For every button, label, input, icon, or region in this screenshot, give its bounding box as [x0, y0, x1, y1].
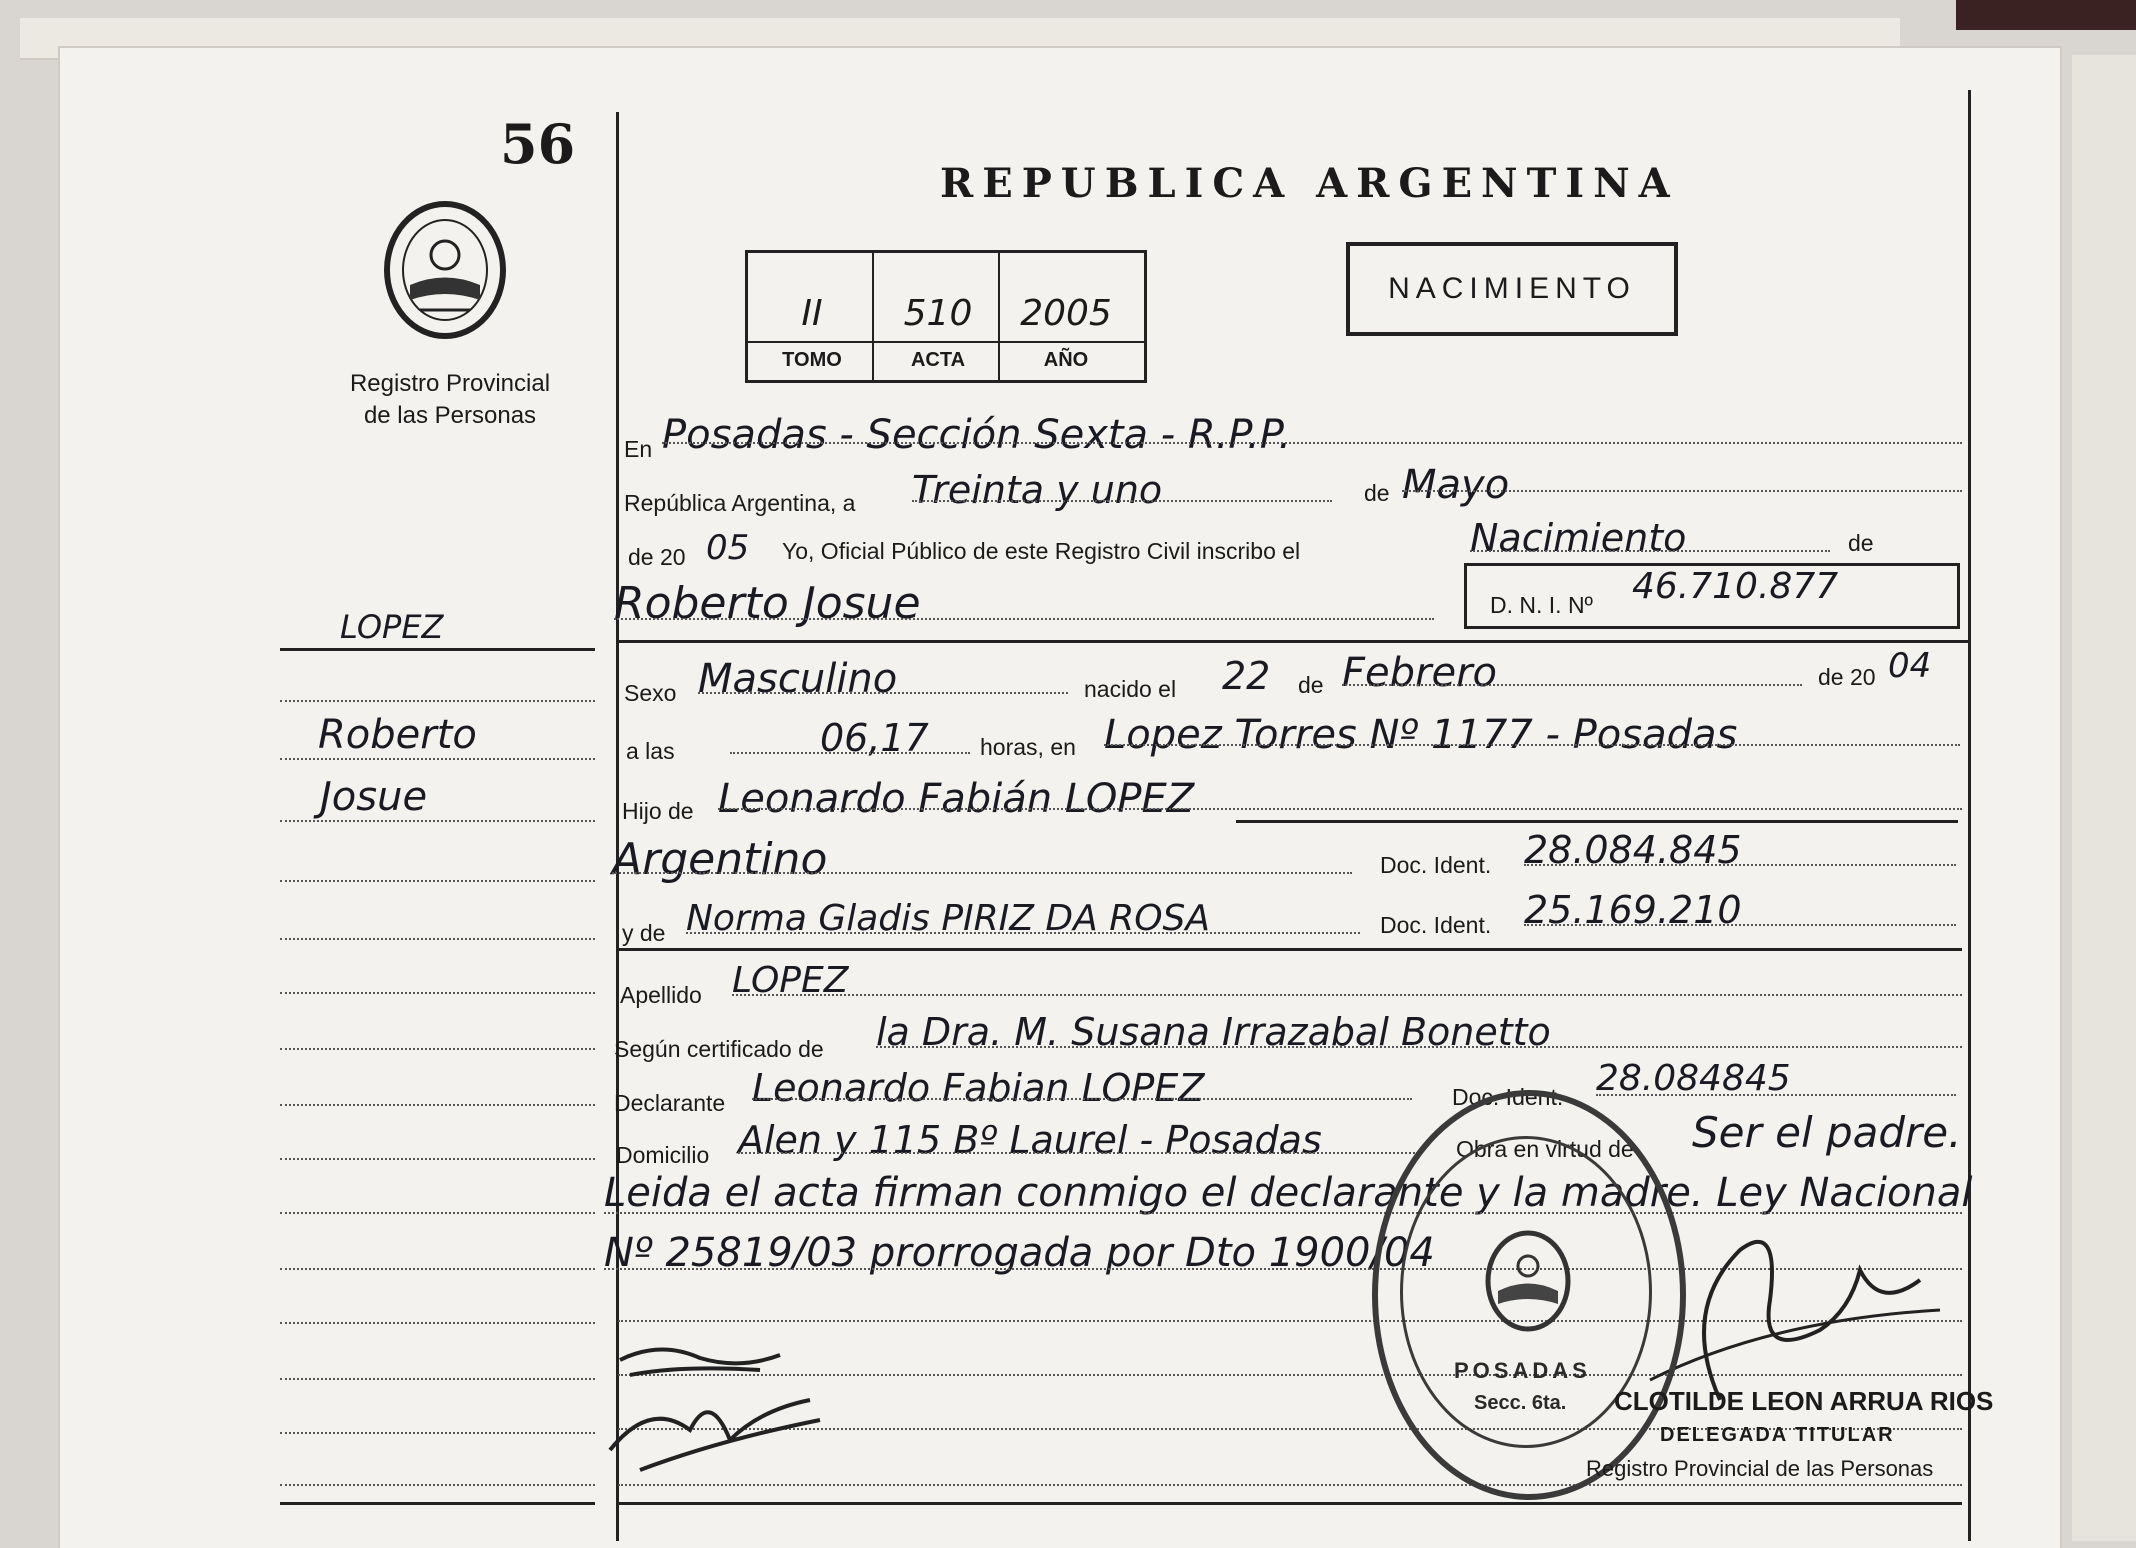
- note-line2: Nº 25819/03 prorrogada por Dto 1900/04: [604, 1230, 1435, 1276]
- obra-value: Ser el padre.: [1692, 1108, 1962, 1157]
- tomo-label: TOMO: [782, 349, 842, 371]
- domicilio-value: Alen y 115 Bº Laurel - Posadas: [738, 1118, 1322, 1162]
- sidebar-line: [280, 1104, 595, 1106]
- ano-label: AÑO: [1043, 349, 1089, 371]
- birth-year-suffix: 04: [1888, 646, 1932, 686]
- apellido-value: LOPEZ: [732, 960, 849, 1001]
- ref-rule: [748, 341, 1144, 343]
- registry-name-line2: de las Personas: [363, 402, 537, 429]
- apellido-line: [732, 994, 1962, 996]
- sidebar-rule: [280, 648, 595, 651]
- declarante-value: Leonardo Fabian LOPEZ: [752, 1066, 1205, 1110]
- person-line: [614, 618, 1434, 620]
- doc-ident-label: Doc. Ident.: [1380, 852, 1492, 878]
- birth-time: 06,17: [820, 716, 929, 760]
- sidebar-line: [280, 992, 595, 994]
- acta-label: ACTA: [910, 349, 966, 371]
- inscribo-line: [1470, 550, 1830, 552]
- stamp-section: Secc. 6ta.: [1474, 1392, 1567, 1414]
- country-header: REPUBLICA ARGENTINA: [940, 160, 1679, 207]
- sexo-line: [698, 692, 1068, 694]
- sidebar-line: [280, 1484, 595, 1486]
- section-rule: [1236, 820, 1958, 823]
- provincial-emblem-icon: [380, 200, 510, 346]
- registry-name-line1: Registro Provincial: [349, 370, 551, 397]
- domicilio-label: Domicilio: [616, 1142, 710, 1168]
- de-20-label2: de 20: [1818, 664, 1876, 690]
- father-line: [718, 808, 1962, 810]
- declarante-doc-line: [1596, 1094, 1956, 1096]
- act-type-box: [1346, 242, 1678, 336]
- sexo-value: Masculino: [698, 656, 898, 702]
- dni-label: D. N. I. Nº: [1490, 592, 1593, 618]
- en-line: [662, 442, 1962, 444]
- sidebar-line: [280, 1432, 595, 1434]
- person-name: Roberto Josue: [614, 578, 921, 629]
- registry-name: [320, 368, 580, 432]
- sidebar-surname: LOPEZ: [340, 608, 444, 646]
- doc-ident-label2: Doc. Ident.: [1380, 912, 1492, 938]
- book-cover: [1956, 0, 2136, 30]
- official-role: DELEGADA TITULAR: [1660, 1424, 1895, 1446]
- ano-value: 2005: [1020, 293, 1112, 334]
- birth-month-line: [1342, 684, 1802, 686]
- father-name: Leonardo Fabián LOPEZ: [718, 776, 1195, 822]
- sidebar-line: [280, 820, 595, 822]
- republica-label: República Argentina, a: [624, 490, 856, 516]
- sidebar-line: [280, 938, 595, 940]
- official-name: CLOTILDE LEON ARRUA RIOS: [1614, 1386, 1994, 1416]
- official-stamp: [1372, 1090, 1686, 1500]
- mother-name: Norma Gladis PIRIZ DA ROSA: [686, 898, 1211, 939]
- apellido-label: Apellido: [620, 982, 702, 1008]
- section-rule: [618, 640, 1970, 643]
- mother-doc-line: [1524, 924, 1956, 926]
- sidebar-line: [280, 1322, 595, 1324]
- sidebar-line: [280, 1048, 595, 1050]
- time-line: [730, 752, 970, 754]
- nacido-label: nacido el: [1084, 676, 1177, 702]
- place-line: [1104, 744, 1960, 746]
- en-value: Posadas - Sección Sexta - R.P.P.: [662, 412, 1292, 458]
- sidebar-line: [280, 1378, 595, 1380]
- month-line: [1402, 490, 1962, 492]
- mother-doc: 25.169.210: [1524, 888, 1742, 932]
- sidebar-second-name: Josue: [320, 774, 428, 820]
- note-line1: Leida el acta firman conmigo el declarante y la madre. Ley Nacional: [604, 1170, 1973, 1216]
- doc-ident-label3: Doc. Ident.: [1452, 1084, 1564, 1110]
- mother-line: [686, 932, 1360, 934]
- day-value: Treinta y uno: [912, 468, 1163, 512]
- de-label: de: [1364, 480, 1390, 506]
- right-border: [1968, 90, 1971, 1541]
- acta-value: 510: [903, 293, 973, 334]
- sidebar-line: [280, 1158, 595, 1160]
- birth-day: 22: [1222, 654, 1271, 698]
- sidebar-first-name: Roberto: [318, 712, 477, 758]
- act-type: NACIMIENTO: [1388, 272, 1636, 305]
- father-doc: 28.084.845: [1524, 828, 1742, 872]
- certificado-value: la Dra. M. Susana Irrazabal Bonetto: [876, 1010, 1551, 1054]
- next-page-edge: [2072, 55, 2136, 1541]
- sidebar-line: [280, 700, 595, 702]
- father-nationality: Argentino: [612, 834, 828, 885]
- segun-label: Según certificado de: [614, 1036, 824, 1062]
- sidebar-rule: [280, 1502, 595, 1505]
- y-de-label: y de: [622, 920, 666, 946]
- declarante-label: Declarante: [614, 1090, 726, 1116]
- birth-place: Lopez Torres Nº 1177 - Posadas: [1104, 712, 1738, 758]
- inscribo-value: Nacimiento: [1470, 516, 1687, 560]
- sidebar-line: [280, 758, 595, 760]
- month-value: Mayo: [1402, 462, 1510, 508]
- father-doc-line: [1524, 864, 1956, 866]
- sidebar-line: [280, 880, 595, 882]
- horas-label: horas, en: [980, 734, 1076, 760]
- de-label3: de: [1298, 672, 1324, 698]
- certificado-line: [876, 1046, 1962, 1048]
- official-office: Registro Provincial de las Personas: [1586, 1456, 1934, 1481]
- obra-label: Obra en virtud de: [1456, 1136, 1634, 1162]
- column-divider: [616, 112, 619, 1541]
- year-suffix: 05: [706, 528, 750, 568]
- sexo-label: Sexo: [624, 680, 677, 706]
- a-las-label: a las: [626, 738, 675, 764]
- bottom-rule: [618, 1502, 1962, 1505]
- declarante-doc: 28.084845: [1596, 1058, 1791, 1099]
- stamp-city: POSADAS: [1454, 1358, 1591, 1383]
- section-rule: [618, 948, 1962, 951]
- stamp-emblem-icon: [1478, 1226, 1578, 1336]
- hijo-label: Hijo de: [622, 798, 694, 824]
- dni-value: 46.710.877: [1632, 566, 1839, 607]
- de-20-label: de 20: [628, 544, 686, 570]
- tomo-value: II: [801, 293, 823, 334]
- reference-box: [745, 250, 1147, 383]
- declarante-line: [752, 1098, 1412, 1100]
- en-label: En: [624, 436, 653, 462]
- sidebar-line: [280, 1268, 595, 1270]
- oficial-text: Yo, Oficial Público de este Registro Civil inscribo el: [782, 538, 1301, 564]
- de-label2: de: [1848, 530, 1874, 556]
- birth-month: Febrero: [1342, 650, 1497, 696]
- sidebar-line: [280, 1212, 595, 1214]
- nationality-line: [612, 872, 1352, 874]
- day-line: [912, 500, 1332, 502]
- declarant-signature: [600, 1330, 840, 1490]
- page-number: 56: [500, 112, 576, 176]
- domicilio-line: [738, 1152, 1418, 1154]
